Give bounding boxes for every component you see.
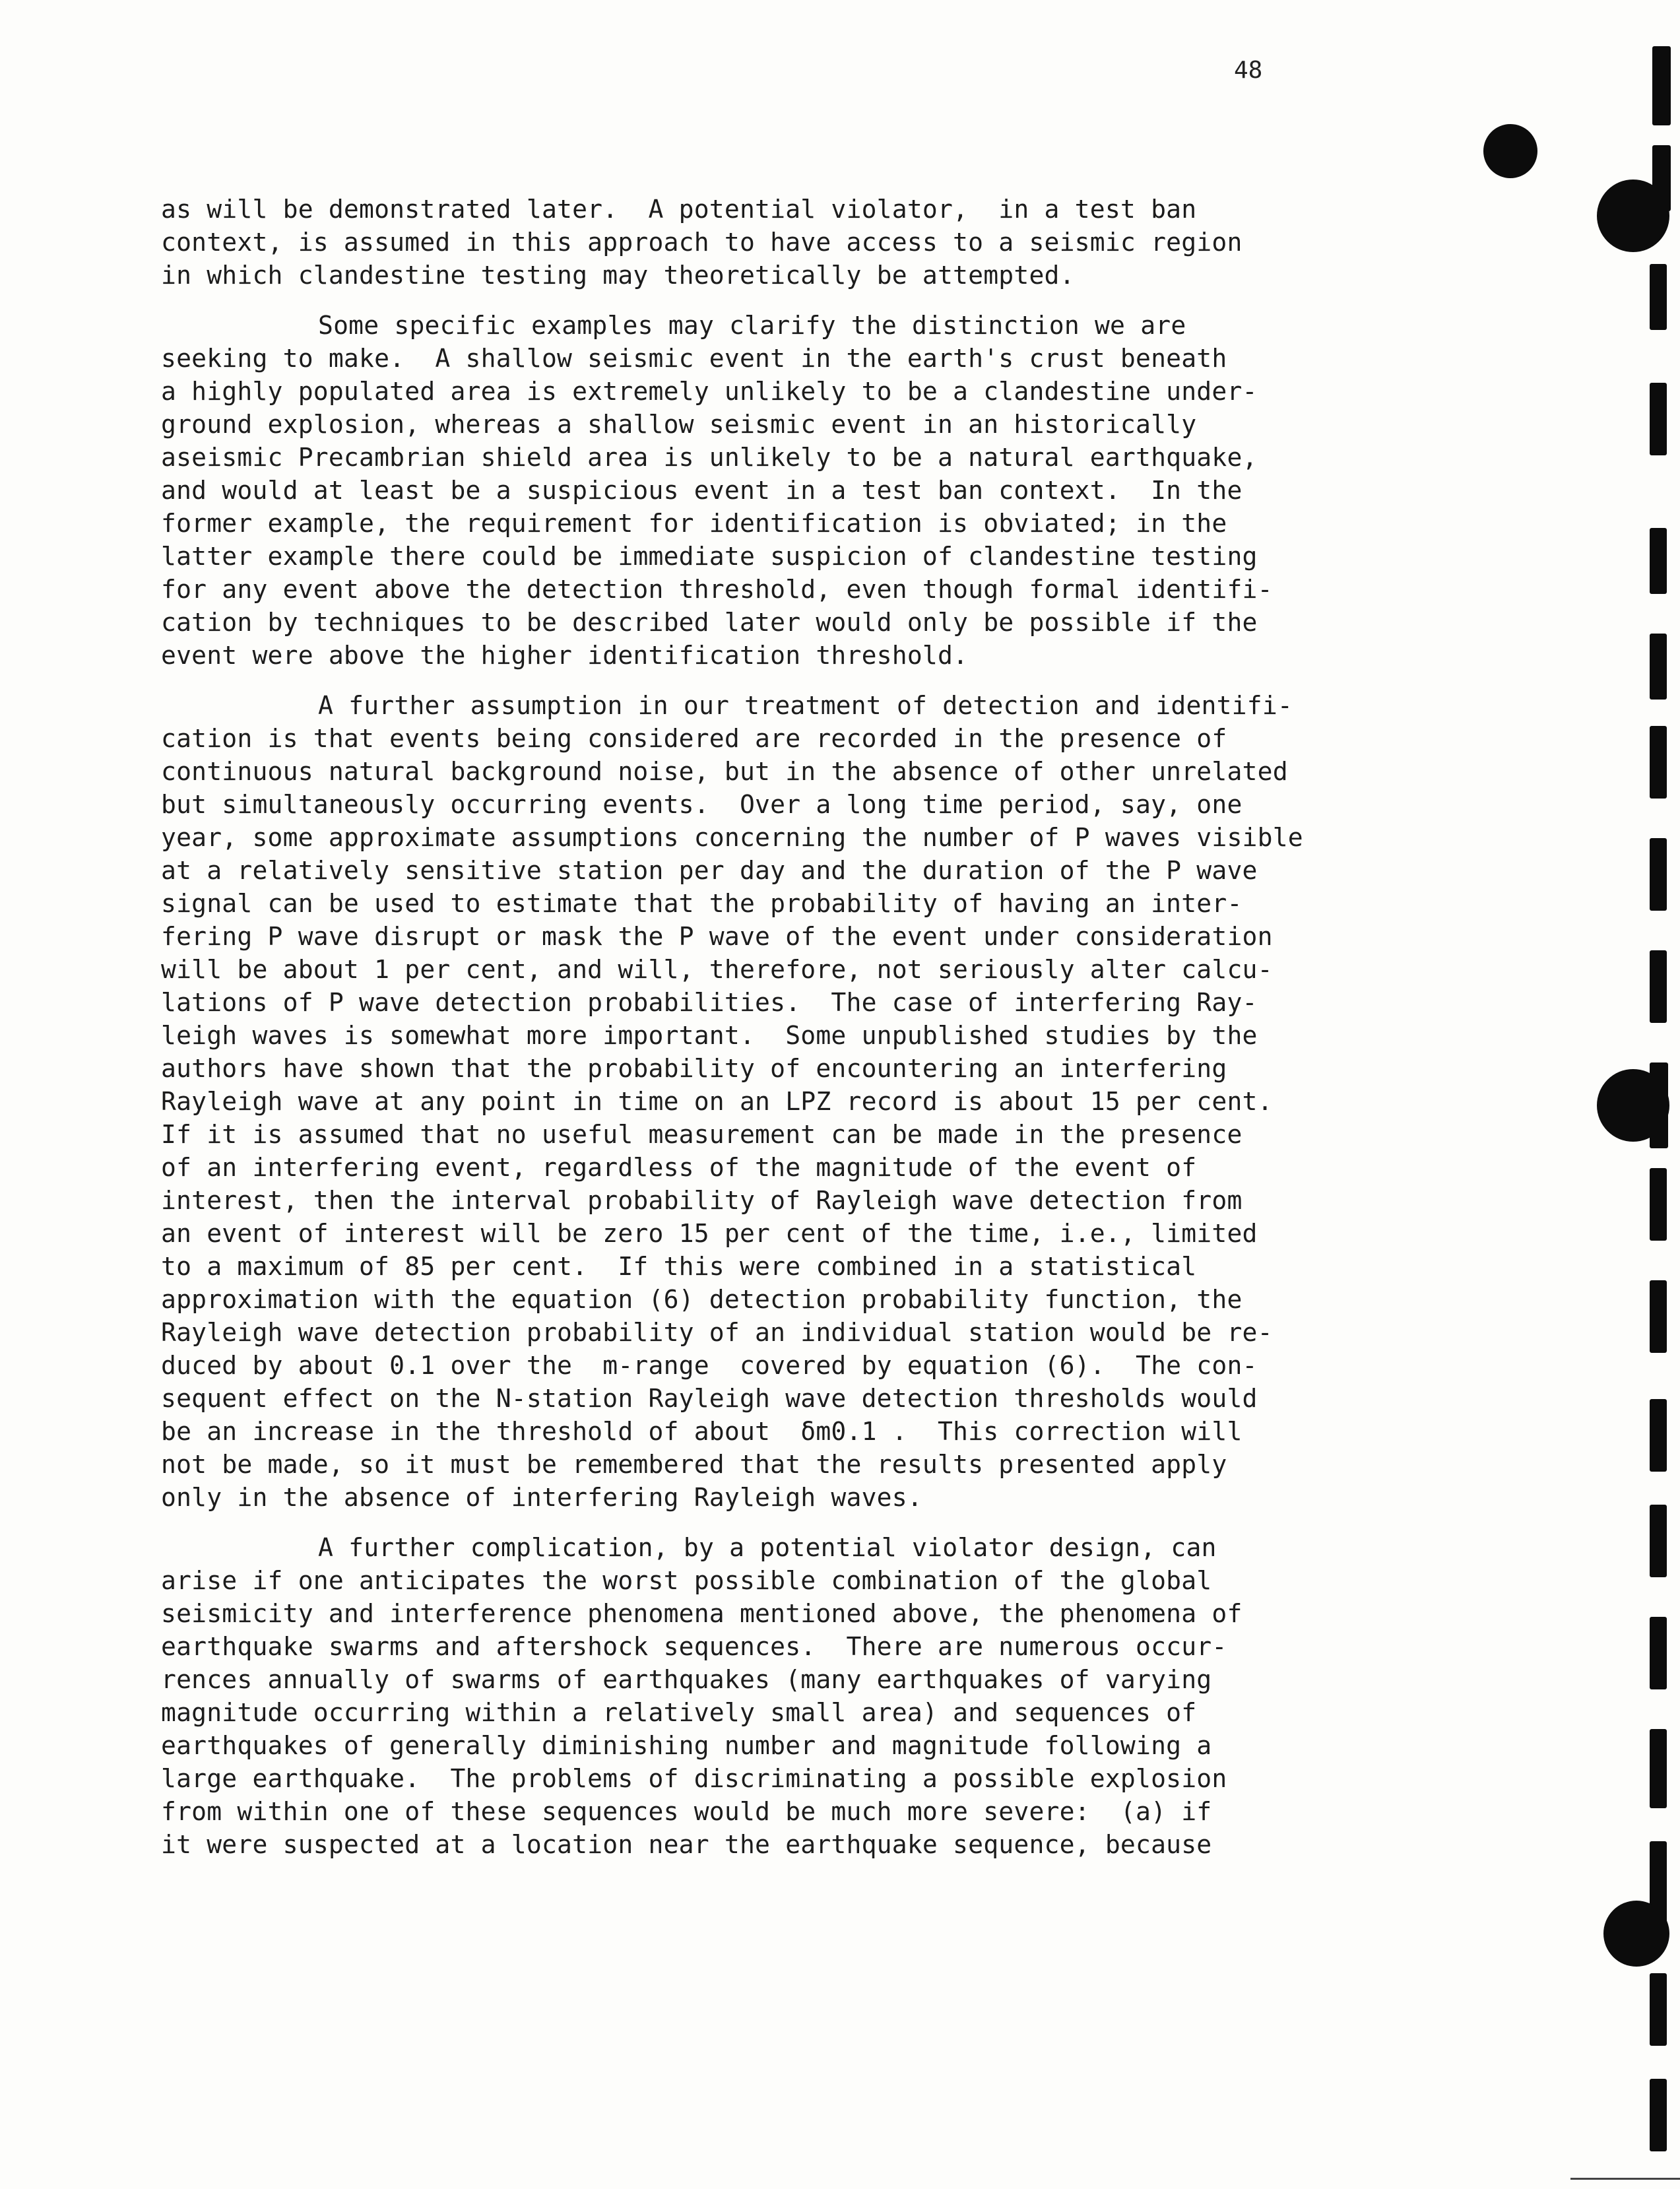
text-line: not be made, so it must be remembered that the results presented apply: [161, 1450, 1227, 1479]
text-line: seeking to make. A shallow seismic event in the earth's crust beneath: [161, 344, 1227, 373]
text-line: leigh waves is somewhat more important. Some unpublished studies by the: [161, 1021, 1258, 1050]
text-line: fering P wave disrupt or mask the P wave of the event under consideration: [161, 922, 1273, 951]
text-line: but simultaneously occurring events. Over a long time period, say, one: [161, 790, 1243, 819]
binder-bar-mark: [1650, 2079, 1667, 2151]
page-number: 48: [1234, 57, 1263, 84]
text-line: cation by techniques to be described later would only be possible if the: [161, 608, 1258, 637]
text-line: year, some approximate assumptions concerning the number of P waves visible: [161, 823, 1303, 852]
text-line: and would at least be a suspicious event in a test ban context. In the: [161, 476, 1243, 505]
text-line: a highly populated area is extremely unlikely to be a clandestine under-: [161, 377, 1258, 406]
binder-bar-mark: [1652, 46, 1671, 125]
punch-hole-mark: [1603, 1901, 1669, 1967]
binder-bar-mark: [1650, 1729, 1667, 1808]
text-line: as will be demonstrated later. A potential violator, in a test ban: [161, 195, 1197, 224]
text-line: sequent effect on the N-station Rayleigh wave detection thresholds would: [161, 1384, 1258, 1413]
paragraph-4: [161, 1531, 1402, 1861]
text-line: be an increase in the threshold of about δm0.1 . This correction will: [161, 1417, 1243, 1446]
text-line: Rayleigh wave at any point in time on an LPZ record is about 15 per cent.: [161, 1087, 1273, 1116]
text-line: for any event above the detection threshold, even though formal identifi-: [161, 575, 1273, 604]
paragraph-3: [161, 689, 1402, 1514]
binder-bar-mark: [1650, 1505, 1667, 1577]
paragraph-2: [161, 309, 1402, 672]
binder-bar-mark: [1650, 1617, 1667, 1689]
text-line: authors have shown that the probability of encountering an interfering: [161, 1054, 1227, 1083]
text-line: Rayleigh wave detection probability of an individual station would be re-: [161, 1318, 1273, 1347]
binder-bar-mark: [1650, 634, 1667, 700]
text-line: continuous natural background noise, but in the absence of other unrelated: [161, 757, 1288, 786]
text-line: latter example there could be immediate suspicion of clandestine testing: [161, 542, 1258, 571]
text-line: interest, then the interval probability of Rayleigh wave detection from: [161, 1186, 1243, 1215]
text-line: to a maximum of 85 per cent. If this were combined in a statistical: [161, 1252, 1197, 1281]
text-line: Some specific examples may clarify the distinction we are: [318, 311, 1186, 340]
text-line: duced by about 0.1 over the m-range covered by equation (6). The con-: [161, 1351, 1258, 1380]
binder-bar-mark: [1650, 726, 1667, 799]
text-line: context, is assumed in this approach to have access to a seismic region: [161, 228, 1243, 257]
text-line: in which clandestine testing may theoretically be attempted.: [161, 261, 1075, 290]
text-line: If it is assumed that no useful measurement can be made in the presence: [161, 1120, 1243, 1149]
text-line: A further assumption in our treatment of detection and identifi-: [318, 691, 1293, 720]
text-line: earthquakes of generally diminishing number and magnitude following a: [161, 1731, 1212, 1760]
binder-bar-mark: [1650, 1280, 1667, 1353]
binder-bar-mark: [1650, 1973, 1667, 2046]
text-line: it were suspected at a location near the earthquake sequence, because: [161, 1830, 1212, 1859]
text-line: from within one of these sequences would be much more severe: (a) if: [161, 1797, 1212, 1826]
paragraph-1: [161, 193, 1402, 292]
text-line: only in the absence of interfering Rayleigh waves.: [161, 1483, 922, 1512]
binder-bar-mark: [1650, 1062, 1668, 1148]
binder-bar-mark: [1650, 1168, 1667, 1241]
text-line: large earthquake. The problems of discriminating a possible explosion: [161, 1764, 1227, 1793]
text-line: signal can be used to estimate that the probability of having an inter-: [161, 889, 1243, 918]
binder-bar-mark: [1650, 950, 1667, 1023]
binder-bar-mark: [1650, 838, 1667, 911]
text-line: rences annually of swarms of earthquakes (many earthquakes of varying: [161, 1665, 1212, 1694]
text-line: an event of interest will be zero 15 per cent of the time, i.e., limited: [161, 1219, 1258, 1248]
text-line: earthquake swarms and aftershock sequences. There are numerous occur-: [161, 1632, 1227, 1661]
binder-bar-mark: [1650, 1399, 1667, 1472]
text-line: approximation with the equation (6) detection probability function, the: [161, 1285, 1243, 1314]
text-line: seismicity and interference phenomena mentioned above, the phenomena of: [161, 1599, 1243, 1628]
binder-bar-mark: [1650, 264, 1667, 330]
text-line: magnitude occurring within a relatively small area) and sequences of: [161, 1698, 1197, 1727]
binder-bar-mark: [1650, 528, 1667, 594]
text-line: former example, the requirement for identification is obviated; in the: [161, 509, 1227, 538]
text-line: aseismic Precambrian shield area is unlikely to be a natural earthquake,: [161, 443, 1258, 472]
text-line: cation is that events being considered are recorded in the presence of: [161, 724, 1227, 753]
text-line: arise if one anticipates the worst possible combination of the global: [161, 1566, 1212, 1595]
page-edge-line: [1570, 2178, 1680, 2180]
text-line: of an interfering event, regardless of the magnitude of the event of: [161, 1153, 1197, 1182]
binder-bar-mark: [1650, 383, 1667, 455]
punch-hole-mark: [1483, 124, 1537, 178]
text-line: will be about 1 per cent, and will, therefore, not seriously alter calcu-: [161, 955, 1273, 984]
text-line: event were above the higher identification threshold.: [161, 641, 969, 670]
text-line: at a relatively sensitive station per day and the duration of the P wave: [161, 856, 1258, 885]
binder-bar-mark: [1652, 145, 1671, 211]
body-text: [161, 193, 1402, 1878]
text-line: ground explosion, whereas a shallow seismic event in an historically: [161, 410, 1197, 439]
text-line: lations of P wave detection probabilities. The case of interfering Ray-: [161, 988, 1258, 1017]
text-line: A further complication, by a potential violator design, can: [318, 1533, 1217, 1562]
